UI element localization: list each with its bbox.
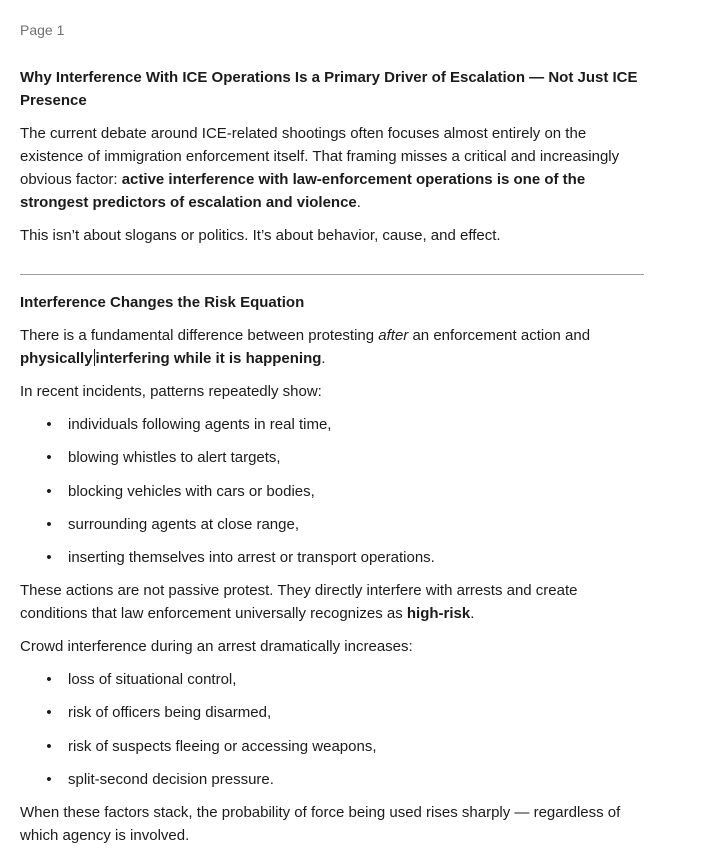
intro-paragraph: The current debate around ICE-related shootings often focuses almost entirely on the existence of immigration enforcement itself. That framing misses a critical and increasingly obvious factor: active interference with law-enforcement operations is one of the strongest predictors of escalation and violence. bbox=[20, 125, 620, 211]
list-item: • split-second decision pressure. bbox=[20, 768, 644, 791]
bullet-icon: • bbox=[46, 671, 52, 689]
bullet-icon: • bbox=[46, 771, 52, 789]
intro-paragraph-2: This isn’t about slogans or politics. It’s about behavior, cause, and effect. bbox=[20, 227, 501, 244]
paragraph-patterns-intro: In recent incidents, patterns repeatedly show: bbox=[20, 383, 322, 400]
list-item: • inserting themselves into arrest or transport operations. bbox=[20, 546, 644, 569]
bullet-icon: • bbox=[46, 449, 52, 467]
list-item: • blocking vehicles with cars or bodies, bbox=[20, 480, 644, 503]
bullet-icon: • bbox=[46, 704, 52, 722]
list-item: • blowing whistles to alert targets, bbox=[20, 446, 644, 469]
list-item: • surrounding agents at close range, bbox=[20, 513, 644, 536]
list-item: • loss of situational control, bbox=[20, 668, 644, 691]
patterns-list bbox=[20, 413, 644, 569]
paragraph-crowd-interference: Crowd interference during an arrest dramatically increases: bbox=[20, 638, 413, 656]
bullet-icon: • bbox=[46, 482, 52, 500]
list-item: • risk of suspects fleeing or accessing weapons, bbox=[20, 735, 644, 758]
section-divider bbox=[20, 274, 644, 275]
bullet-icon: • bbox=[46, 416, 52, 433]
bullet-icon: • bbox=[46, 737, 52, 755]
intro-bold-text: active interference with law-enforcement operations is one of the strongest predictors of escalation and violence bbox=[20, 171, 586, 211]
risk-list bbox=[20, 668, 644, 791]
page-number-label: Page 1 bbox=[20, 22, 65, 38]
paragraph-not-passive: These actions are not passive protest. They directly interfere with arrests and create conditions that law enforcement universally recognizes as high-risk. bbox=[20, 582, 578, 623]
document-title: Why Interference With ICE Operations Is a Primary Driver of Escalation — Not Just ICE Presence bbox=[20, 69, 638, 109]
text-cursor bbox=[94, 349, 95, 366]
bullet-icon: • bbox=[46, 515, 52, 533]
bullet-icon: • bbox=[46, 549, 52, 567]
paragraph-conclusion: When these factors stack, the probability of force being used rises sharply — regardless of which agency is involved. bbox=[20, 804, 621, 845]
paragraph-protest-vs-interference: There is a fundamental difference between protesting after an enforcement action and physically interfering while it is happening. bbox=[20, 327, 591, 367]
document-body[interactable] bbox=[20, 66, 644, 847]
section-heading: Interference Changes the Risk Equation bbox=[20, 294, 305, 311]
list-item: • individuals following agents in real time, bbox=[20, 413, 644, 436]
list-item: • risk of officers being disarmed, bbox=[20, 701, 644, 724]
